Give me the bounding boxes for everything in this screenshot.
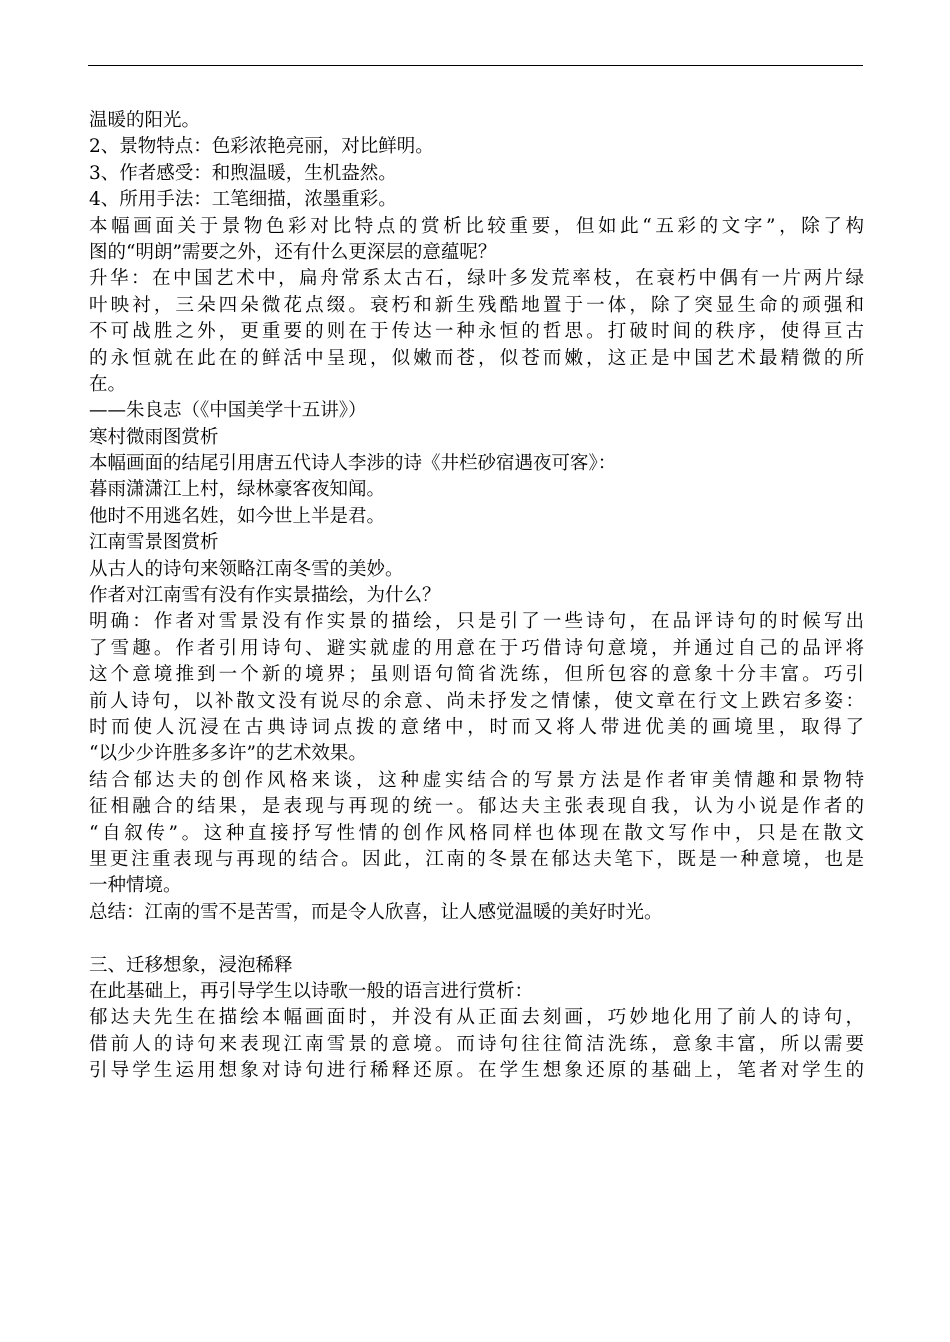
text-line: 明确：作者对雪景没有作实景的描绘，只是引了一些诗句，在品评诗句的时候写出: [89, 611, 864, 633]
text-line: 总结：江南的雪不是苦雪，而是令人欣喜，让人感觉温暖的美好时光。: [89, 901, 663, 923]
text-line: 温暖的阳光。: [89, 110, 201, 131]
text-line: 叶映衬，三朵四朵微花点缀。衰朽和新生残酷地置于一体，除了突显生命的顽强和: [89, 294, 864, 316]
text-line: 这个意境推到一个新的境界；虽则语句简省洗练，但所包容的意象十分丰富。巧引: [89, 664, 864, 686]
poem-line: 暮雨潇潇江上村，绿林豪客夜知闻。: [89, 479, 386, 501]
section-heading: 江南雪景图赏析: [89, 532, 219, 554]
text-line: 升华：在中国艺术中，扁舟常系太古石，绿叶多发荒率枝，在衰朽中偶有一片两片绿: [89, 268, 864, 290]
text-line: 前人诗句，以补散文没有说尽的余意、尚未抒发之情愫，使文章在行文上跌宕多姿：: [89, 690, 864, 712]
text-line: “以少少许胜多多许”的艺术效果。: [89, 743, 367, 765]
text-line: 一种情境。: [89, 875, 182, 897]
text-line: 2、景物特点：色彩浓艳亮丽，对比鲜明。: [89, 136, 434, 158]
text-line: 征相融合的结果，是表现与再现的统一。郁达夫主张表现自我，认为小说是作者的: [89, 796, 864, 818]
text-line: “自叙传”。这种直接抒写性情的创作风格同样也体现在散文写作中，只是在散文: [89, 822, 864, 844]
text-line: ——朱良志（《中国美学十五讲》）: [89, 400, 367, 422]
text-line: 本幅画面关于景物色彩对比特点的赏析比较重要，但如此“五彩的文字”，除了构: [89, 215, 864, 237]
text-line: 图的“明朗”需要之外，还有什么更深层的意蕴呢？: [89, 241, 497, 263]
text-line: 郁达夫先生在描绘本幅画面时，并没有从正面去刻画，巧妙地化用了前人的诗句，: [89, 1007, 864, 1029]
text-line: 在此基础上，再引导学生以诗歌一般的语言进行赏析：: [89, 980, 534, 1002]
text-line: 4、所用手法：工笔细描，浓墨重彩。: [89, 189, 397, 211]
text-line: 引导学生运用想象对诗句进行稀释还原。在学生想象还原的基础上，笔者对学生的: [89, 1060, 864, 1082]
poem-line: 他时不用逃名姓，如今世上半是君。: [89, 505, 386, 527]
section-heading: 寒村微雨图赏析: [89, 426, 219, 448]
text-line: 里更注重表现与再现的结合。因此，江南的冬景在郁达夫笔下，既是一种意境，也是: [89, 848, 864, 870]
text-line: 结合郁达夫的创作风格来谈，这种虚实结合的写景方法是作者审美情趣和景物特: [89, 769, 864, 791]
header-rule: [88, 65, 863, 66]
text-line: 从古人的诗句来领略江南冬雪的美妙。: [89, 558, 404, 580]
text-line: 了雪趣。作者引用诗句、避实就虚的用意在于巧借诗句意境，并通过自己的品评将: [89, 637, 864, 659]
text-line: 作者对江南雪有没有作实景描绘，为什么？: [89, 585, 441, 607]
text-line: 3、作者感受：和煦温暖，生机盎然。: [89, 162, 397, 184]
document-body: [89, 108, 864, 1084]
text-line: 借前人的诗句来表现江南雪景的意境。而诗句往往简洁洗练，意象丰富，所以需要: [89, 1033, 864, 1055]
blank-line: [89, 926, 864, 952]
text-line: 的永恒就在此在的鲜活中呈现，似嫩而苍，似苍而嫩，这正是中国艺术最精微的所: [89, 347, 864, 369]
text-line: 不可战胜之外，更重要的则在于传达一种永恒的哲思。打破时间的秩序，使得亘古: [89, 321, 864, 343]
text-line: 在。: [89, 373, 127, 395]
section-heading: 三、迁移想象，浸泡稀释: [89, 954, 293, 976]
text-line: 时而使人沉浸在古典诗词点拨的意绪中，时而又将人带进优美的画境里，取得了: [89, 716, 864, 738]
text-line: 本幅画面的结尾引用唐五代诗人李涉的诗《井栏砂宿遇夜可客》：: [89, 453, 617, 475]
